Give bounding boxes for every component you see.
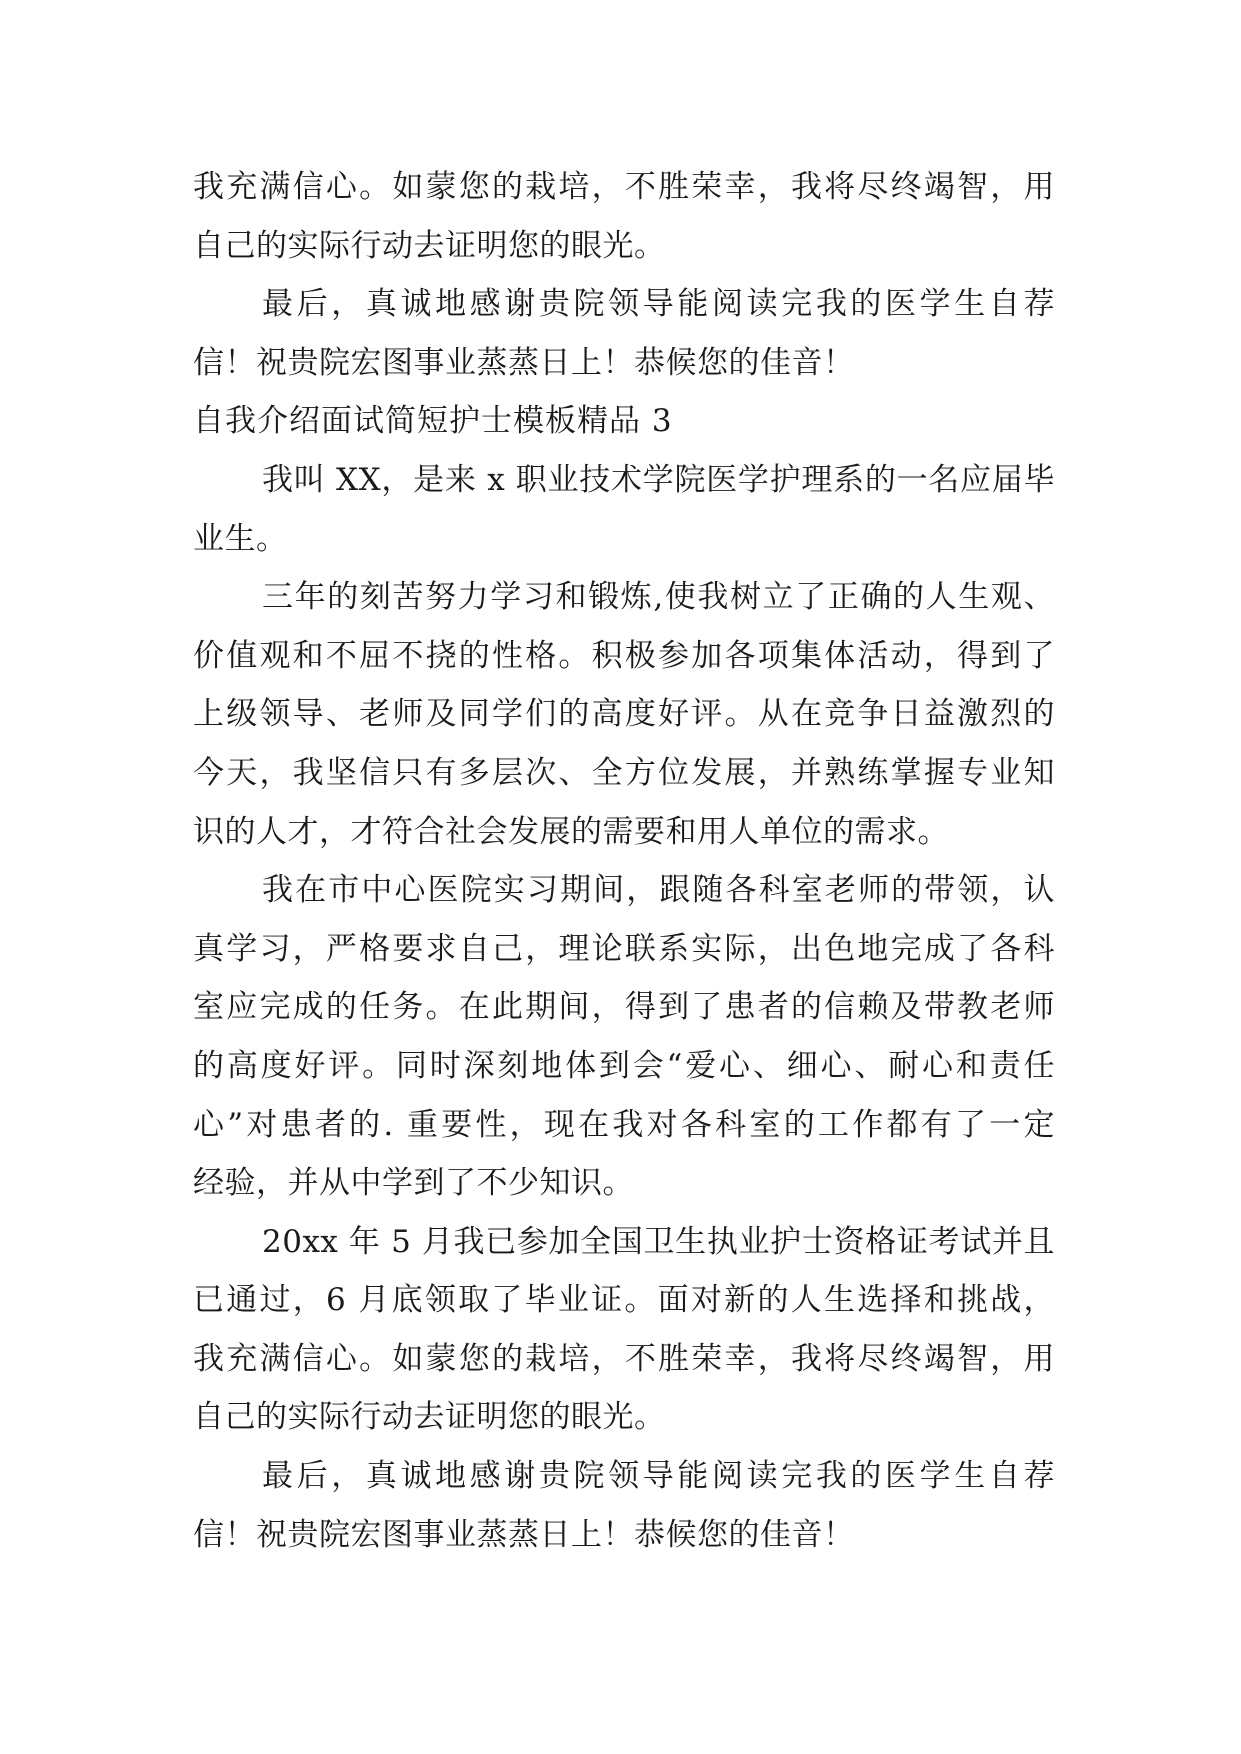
document-body <box>193 158 1055 1564</box>
paragraph-line: 业生。 <box>193 520 288 557</box>
paragraph-line: 最后，真诚地感谢贵院领导能阅读完我的医学生自荐 <box>262 286 1055 323</box>
paragraph-line: 我充满信心。如蒙您的栽培，不胜荣幸，我将尽终竭智，用 <box>193 169 1055 205</box>
paragraph-line: 真学习，严格要求自己，理论联系实际，出色地完成了各科 <box>193 930 1055 967</box>
section-heading: 自我介绍面试简短护士模板精品 3 <box>193 403 673 440</box>
paragraph-line: 经验，并从中学到了不少知识。 <box>193 1165 634 1202</box>
paragraph-line: 上级领导、老师及同学们的高度好评。从在竞争日益激烈的 <box>193 696 1055 733</box>
paragraph-line: 20xx 年 5 月我已参加全国卫生执业护士资格证考试并且 <box>262 1223 1055 1260</box>
paragraph-line: 心”对患者的. 重要性，现在我对各科室的工作都有了一定 <box>193 1106 1055 1143</box>
paragraph-line: 识的人才，才符合社会发展的需要和用人单位的需求。 <box>193 813 949 850</box>
paragraph-line: 信！祝贵院宏图事业蒸蒸日上！恭候您的佳音！ <box>193 344 855 381</box>
paragraph-line: 自己的实际行动去证明您的眼光。 <box>193 1399 666 1436</box>
paragraph-line: 信！祝贵院宏图事业蒸蒸日上！恭候您的佳音！ <box>193 1516 855 1553</box>
paragraph-line: 价值观和不屈不挠的性格。积极参加各项集体活动，得到了 <box>193 637 1055 674</box>
paragraph-line: 三年的刻苦努力学习和锻炼,使我树立了正确的人生观、 <box>262 579 1055 616</box>
paragraph-line: 我充满信心。如蒙您的栽培，不胜荣幸，我将尽终竭智，用 <box>193 1340 1055 1377</box>
paragraph-line: 我叫 XX，是来 x 职业技术学院医学护理系的一名应届毕 <box>262 461 1055 498</box>
paragraph-line: 我在市中心医院实习期间，跟随各科室老师的带领，认 <box>262 872 1055 909</box>
paragraph-line: 自己的实际行动去证明您的眼光。 <box>193 227 666 264</box>
paragraph-line: 的高度好评。同时深刻地体到会“爱心、细心、耐心和责任 <box>193 1047 1055 1084</box>
paragraph-line: 今天，我坚信只有多层次、全方位发展，并熟练掌握专业知 <box>193 754 1055 791</box>
paragraph-line: 已通过，6 月底领取了毕业证。面对新的人生选择和挑战， <box>193 1282 1055 1319</box>
paragraph-line: 室应完成的任务。在此期间，得到了患者的信赖及带教老师 <box>193 989 1055 1026</box>
paragraph-line: 最后，真诚地感谢贵院领导能阅读完我的医学生自荐 <box>262 1458 1055 1495</box>
